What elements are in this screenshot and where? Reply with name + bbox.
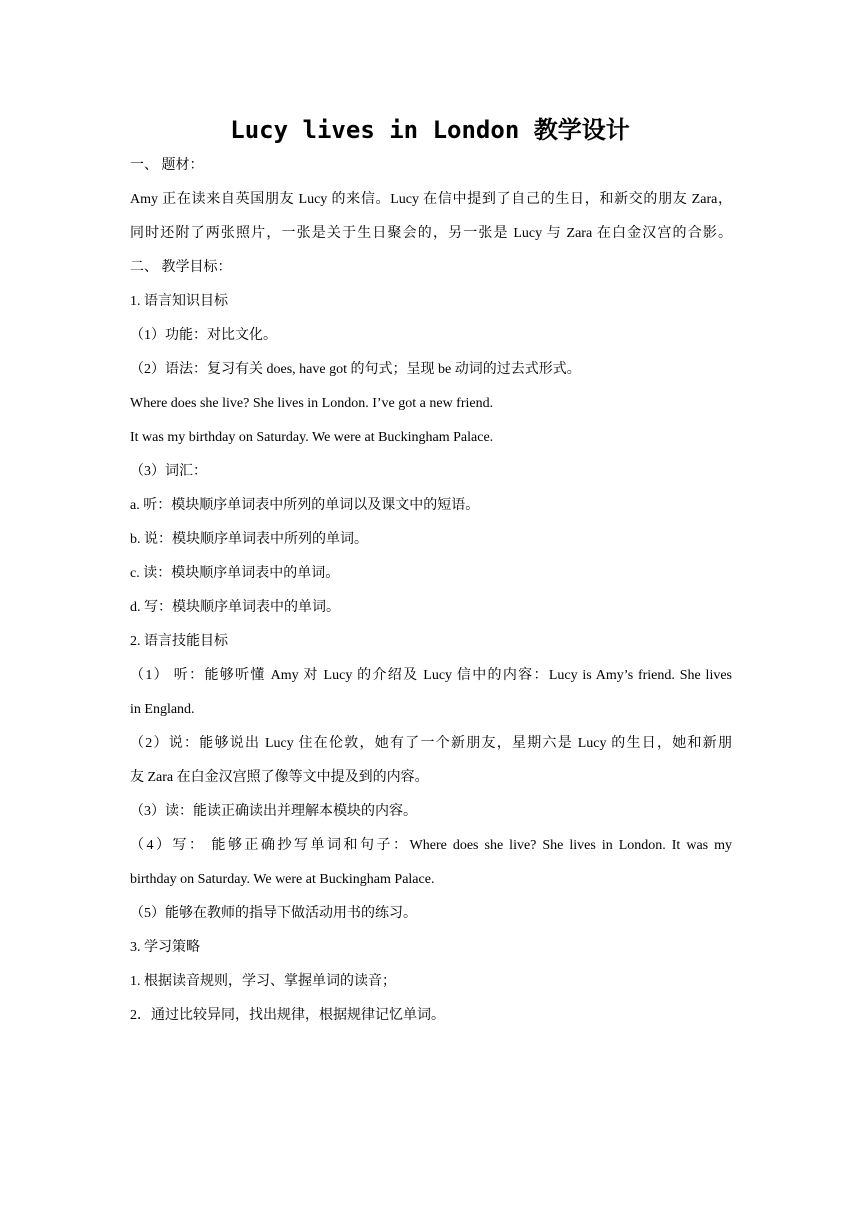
paragraph-line: Amy 正在读来自英国朋友 Lucy 的来信。Lucy 在信中提到了自己的生日，和新交的朋友 Zara， <box>130 192 732 207</box>
list-item: d. 写：模块顺序单词表中的单词。 <box>130 600 340 615</box>
list-item: （1）功能：对比文化。 <box>130 328 277 343</box>
paragraph-line: 友 Zara 在白金汉宫照了像等文中提及到的内容。 <box>130 770 429 785</box>
document-title: Lucy lives in London 教学设计 <box>230 116 630 144</box>
section-heading-topic: 一、 题材： <box>130 158 204 173</box>
list-item: 1. 根据读音规则，学习、掌握单词的读音； <box>130 974 396 989</box>
list-item: b. 说：模块顺序单词表中所列的单词。 <box>130 532 368 547</box>
example-sentence: Where does she live? She lives in London. I’ve got a new friend. <box>130 396 494 411</box>
subsection-heading: 2. 语言技能目标 <box>130 634 228 649</box>
subsection-heading: 1. 语言知识目标 <box>130 294 228 309</box>
list-item: （1） 听：能够听懂 Amy 对 Lucy 的介绍及 Lucy 信中的内容：Lucy is Amy’s friend. She lives <box>130 668 732 683</box>
example-sentence: It was my birthday on Saturday. We were at Buckingham Palace. <box>130 430 494 445</box>
paragraph-line: in England. <box>130 702 195 717</box>
list-item: a. 听：模块顺序单词表中所列的单词以及课文中的短语。 <box>130 498 480 513</box>
list-item: （2）语法：复习有关 does, have got 的句式；呈现 be 动词的过去式形式。 <box>130 362 581 377</box>
list-item: （3）词汇： <box>130 464 207 479</box>
list-item: 2．通过比较异同，找出规律，根据规律记忆单词。 <box>130 1008 445 1023</box>
list-item: （3）读：能读正确读出并理解本模块的内容。 <box>130 804 417 819</box>
list-item: （2）说：能够说出 Lucy 住在伦敦，她有了一个新朋友，星期六是 Lucy 的生日，她和新朋 <box>130 736 732 751</box>
list-item: c. 读：模块顺序单词表中的单词。 <box>130 566 340 581</box>
list-item: （5）能够在教师的指导下做活动用书的练习。 <box>130 906 417 921</box>
list-item: （4）写： 能够正确抄写单词和句子：Where does she live? She lives in London. It was my <box>130 838 732 853</box>
paragraph-line: birthday on Saturday. We were at Buckingham Palace. <box>130 872 435 887</box>
section-heading-goals: 二、 教学目标： <box>130 260 232 275</box>
paragraph-line: 同时还附了两张照片，一张是关于生日聚会的，另一张是 Lucy 与 Zara 在白金汉宫的合影。 <box>130 226 732 241</box>
subsection-heading: 3. 学习策略 <box>130 940 200 955</box>
